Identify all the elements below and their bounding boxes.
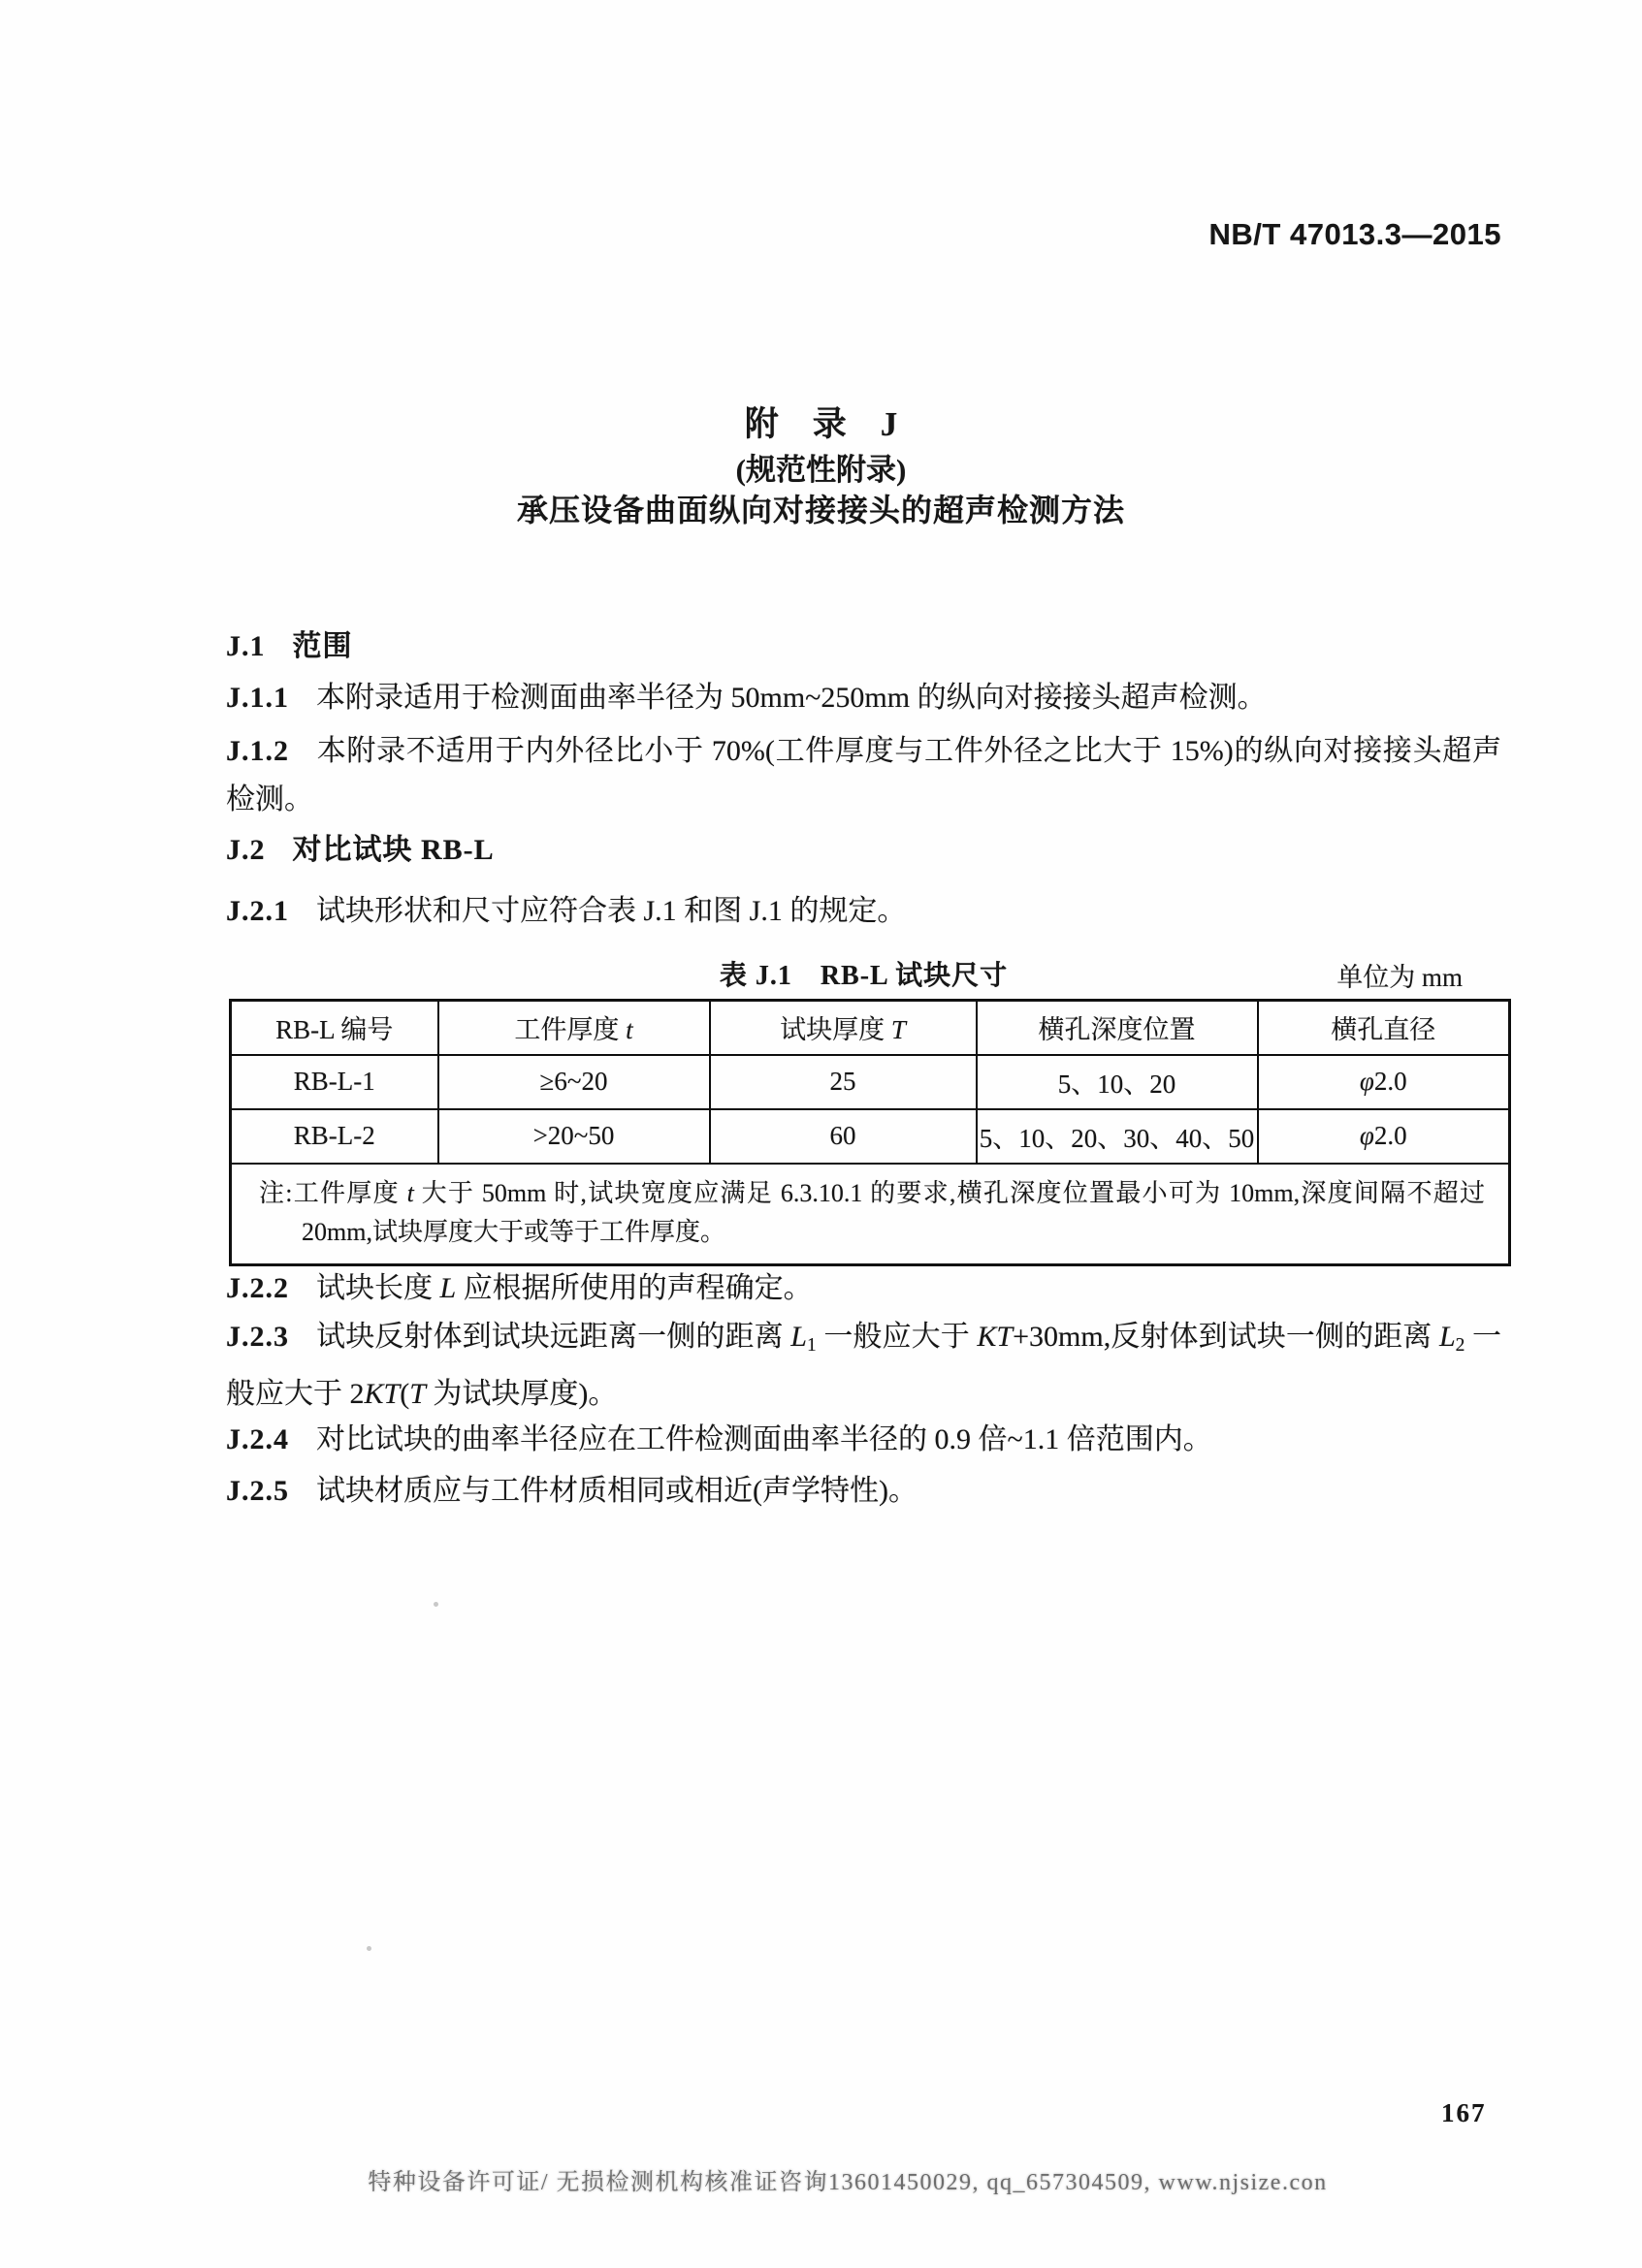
col-header-hole-depth-position: 横孔深度位置 xyxy=(977,1001,1258,1055)
cell: φ2.0 xyxy=(1258,1055,1510,1109)
cell: 25 xyxy=(710,1055,977,1109)
cell: RB-L-2 xyxy=(231,1109,438,1164)
clause-text: 试块长度 L 应根据所使用的声程确定。 xyxy=(316,1272,813,1304)
cell: 5、10、20、30、40、50 xyxy=(977,1109,1258,1164)
clause-j2-3 xyxy=(226,1313,1501,1419)
appendix-subject-title: 承压设备曲面纵向对接接头的超声检测方法 xyxy=(516,493,1125,527)
scan-artifact-dot xyxy=(434,1602,438,1607)
clause-number: J.2.5 xyxy=(226,1475,289,1507)
clause-number: J.1.2 xyxy=(226,735,289,767)
clause-number: J.2 xyxy=(226,834,266,866)
clause-number: J.2.1 xyxy=(226,895,289,927)
clause-number: J.2.3 xyxy=(226,1321,289,1353)
clause-number: J.1.1 xyxy=(226,682,289,714)
rbl-test-block-dimensions-table xyxy=(229,999,1511,1266)
clause-number: J.2.4 xyxy=(226,1423,289,1455)
clause-j1-1 xyxy=(226,674,1501,722)
heading-text: 范围 xyxy=(292,630,353,662)
clause-text: 试块形状和尺寸应符合表 J.1 和图 J.1 的规定。 xyxy=(316,895,907,927)
cell: RB-L-1 xyxy=(231,1055,438,1109)
clause-number: J.1 xyxy=(226,630,266,662)
table-caption: 表 J.1 RB-L 试块尺寸 xyxy=(719,961,1009,991)
appendix-normative-label: (规范性附录) xyxy=(735,453,907,487)
clause-text: 试块反射体到试块远距离一侧的距离 L1 一般应大于 KT+30mm,反射体到试块一侧的距离 L2 一般应大于 2KT(T 为试块厚度)。 xyxy=(226,1321,1502,1410)
table-note-cell xyxy=(231,1164,1510,1265)
cell: ≥6~20 xyxy=(438,1055,710,1109)
page-number: 167 xyxy=(1441,2098,1487,2127)
table-note-text: 注:工件厚度 t 大于 50mm 时,试块宽度应满足 6.3.10.1 的要求,横孔深度位置最小可为 10mm,深度间隔不超过 20mm,试块厚度大于或等于工件厚度。 xyxy=(259,1178,1485,1246)
clause-j2-1 xyxy=(226,887,1501,936)
cell: 5、10、20 xyxy=(977,1055,1258,1109)
table-header-row xyxy=(231,1001,1510,1055)
col-header-hole-diameter: 横孔直径 xyxy=(1258,1001,1510,1055)
footer-watermark: 特种设备许可证/ 无损检测机构核准证咨询13601450029, qq_657304509, www.njsize.con xyxy=(368,2170,1328,2195)
heading-text: 对比试块 RB-L xyxy=(292,834,495,866)
clause-text: 本附录不适用于内外径比小于 70%(工件厚度与工件外径之比大于 15%)的纵向对接接头超声检测。 xyxy=(226,735,1501,815)
scan-artifact-dot xyxy=(367,1946,371,1951)
col-header-workpiece-thickness: 工件厚度 t xyxy=(438,1001,710,1055)
clause-j2-4 xyxy=(226,1416,1501,1464)
appendix-title: 附 录 J xyxy=(744,405,898,443)
standard-reference: NB/T 47013.3—2015 xyxy=(1208,217,1501,251)
cell: >20~50 xyxy=(438,1109,710,1164)
heading-j2 xyxy=(226,825,1501,868)
table-row xyxy=(231,1055,1510,1109)
clause-text: 对比试块的曲率半径应在工件检测面曲率半径的 0.9 倍~1.1 倍范围内。 xyxy=(316,1423,1212,1455)
cell: 60 xyxy=(710,1109,977,1164)
clause-j2-2 xyxy=(226,1264,1501,1313)
heading-j1 xyxy=(226,622,1501,664)
table-caption-row xyxy=(226,954,1501,993)
col-header-block-thickness: 试块厚度 T xyxy=(710,1001,977,1055)
clause-number: J.2.2 xyxy=(226,1272,289,1304)
table-unit-label: 单位为 mm xyxy=(1336,963,1463,992)
clause-text: 本附录适用于检测面曲率半径为 50mm~250mm 的纵向对接接头超声检测。 xyxy=(316,682,1267,714)
cell: φ2.0 xyxy=(1258,1109,1510,1164)
table-row xyxy=(231,1109,1510,1164)
table-note-row xyxy=(231,1164,1510,1265)
clause-j2-5 xyxy=(226,1467,1501,1516)
clause-text: 试块材质应与工件材质相同或相近(声学特性)。 xyxy=(316,1475,918,1507)
clause-j1-2 xyxy=(226,727,1501,824)
col-header-rbl-number: RB-L 编号 xyxy=(231,1001,438,1055)
